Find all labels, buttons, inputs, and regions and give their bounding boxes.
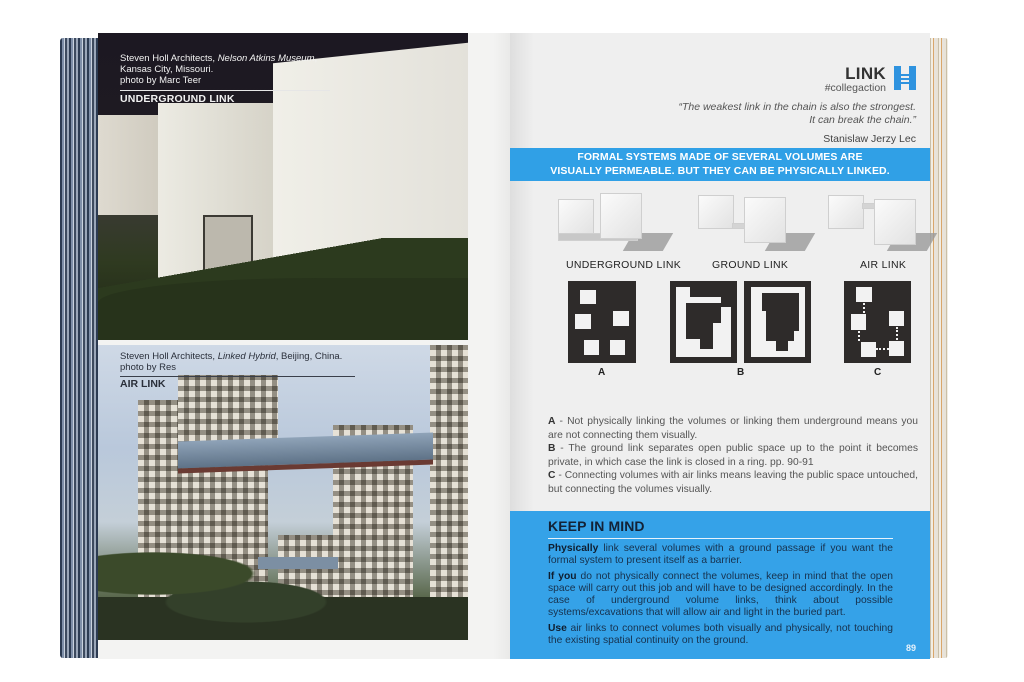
description-text: - Not physically linking the volumes or linking them underground means you are not connecting them visually. <box>548 416 918 441</box>
description-c <box>548 469 918 496</box>
keep-in-mind-box <box>510 511 930 659</box>
caption-divider <box>120 90 330 91</box>
tip-paragraph <box>548 543 893 568</box>
tip-text: link several volumes with a ground passage if you want the formal system to present itself as a barrier. <box>548 543 893 567</box>
trees <box>98 545 468 640</box>
headline-banner <box>510 148 930 181</box>
tip-text: air links to connect volumes both visually and physically, not touching the existing spatial continuity on the ground. <box>548 622 893 647</box>
link-ladder-icon <box>894 66 916 90</box>
tip-text: do not physically connect the volumes, keep in mind that the open space will carry out this job and will have to be designed accordingly. In the case of underground volume links, think about possible systems/excavations that will allow air and light in the buried part. <box>548 570 893 619</box>
caption-text: Steven Holl Architects, <box>120 351 218 362</box>
photo-section-title: AIR LINK <box>120 378 166 390</box>
caption-text: , <box>314 53 318 64</box>
caption-divider <box>120 376 355 377</box>
air-link-diagram <box>828 193 948 253</box>
caption-location: Kansas City, Missouri. <box>120 64 214 75</box>
photo-section-title: UNDERGROUND LINK <box>120 93 235 105</box>
keep-in-mind-title: KEEP IN MIND <box>548 518 645 534</box>
diagram-descriptions <box>548 415 918 497</box>
left-page <box>98 33 518 659</box>
photo-credit: photo by Res <box>120 362 176 373</box>
quote-author: Stanislaw Jerzy Lec <box>823 133 916 145</box>
keep-in-mind-body <box>548 543 893 650</box>
page-header <box>825 66 886 94</box>
caption-text: Steven Holl Architects, <box>120 53 218 64</box>
epigraph-quote <box>678 101 916 127</box>
hashtag: #collegaction <box>824 82 886 94</box>
lawn <box>98 278 468 340</box>
description-a <box>548 415 918 442</box>
banner-line: FORMAL SYSTEMS MADE OF SEVERAL VOLUMES ARE <box>577 151 863 163</box>
diagram-label-ground: GROUND LINK <box>712 259 789 271</box>
tip-lead: Use <box>548 622 567 634</box>
tip-lead: If you <box>548 570 577 582</box>
plan-diagram-a <box>568 281 636 363</box>
diagram-label-underground: UNDERGROUND LINK <box>566 259 682 271</box>
banner-line: VISUALLY PERMEABLE. BUT THEY CAN BE PHYSICALLY LINKED. <box>550 164 890 177</box>
photo-caption <box>120 53 330 105</box>
diagram-label-air: AIR LINK <box>860 259 907 271</box>
page-title: LINK <box>845 64 886 83</box>
caption-text: , Beijing, China. <box>275 351 343 362</box>
nelson-atkins-photo <box>98 33 468 340</box>
photo-credit: photo by Marc Teer <box>120 75 202 86</box>
plan-diagram-b-closed <box>744 281 811 363</box>
tip-lead: Physically <box>548 543 599 554</box>
description-key: C <box>548 470 556 482</box>
plan-diagram-b-open <box>670 281 737 363</box>
keep-in-mind-divider <box>548 538 893 539</box>
description-text: - The ground link separates open public space up to the point it becomes private, in which case the link is closed in a ring. pp. 90-91 <box>548 443 918 468</box>
photo-caption <box>120 351 355 390</box>
description-b <box>548 442 918 469</box>
quote-line: “The weakest link in the chain is also the strongest. <box>678 101 916 113</box>
underground-link-diagram <box>558 193 678 253</box>
quote-line: It can break the chain.” <box>809 114 916 126</box>
plan-letter-c: C <box>874 367 882 378</box>
ground-link-diagram <box>698 193 818 253</box>
plan-letter-a: A <box>598 367 606 378</box>
left-page-edges <box>60 38 100 658</box>
page-number: 89 <box>905 643 916 653</box>
tip-paragraph <box>548 623 893 648</box>
description-text: - Connecting volumes with air links means leaving the public space untouched, but connecting the volumes visually. <box>548 470 918 495</box>
right-page <box>510 33 930 659</box>
description-key: B <box>548 443 556 455</box>
tip-paragraph <box>548 571 893 620</box>
right-page-edges <box>928 38 948 658</box>
plan-letter-b: B <box>737 367 745 378</box>
project-name: Linked Hybrid <box>217 351 276 362</box>
plan-diagram-c <box>844 281 911 363</box>
book-spread <box>60 30 960 660</box>
project-name: Nelson Atkins Museum <box>217 53 315 64</box>
description-key: A <box>548 416 556 427</box>
linked-hybrid-photo <box>98 345 468 640</box>
